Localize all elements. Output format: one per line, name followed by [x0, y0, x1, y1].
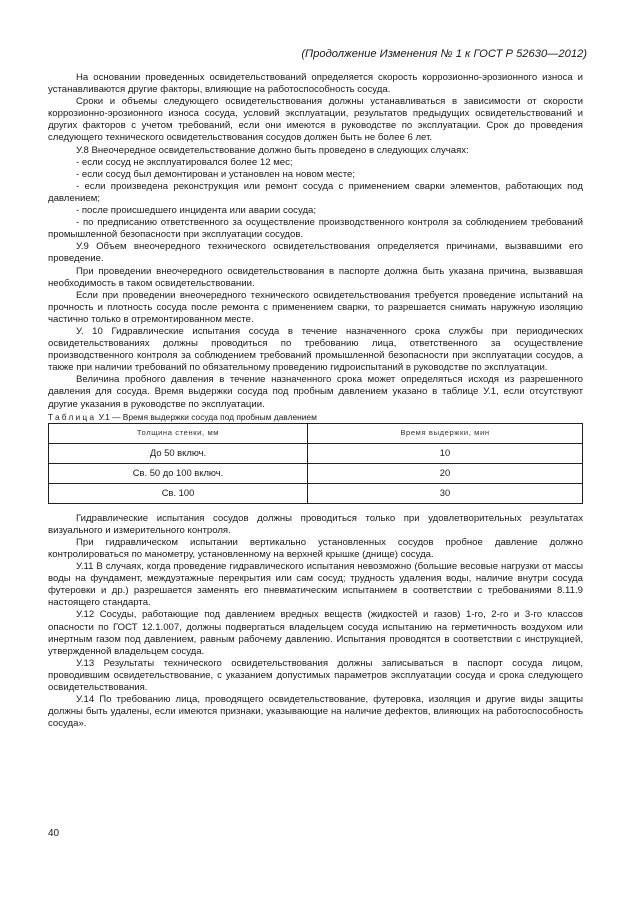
paragraph: Гидравлические испытания сосудов должны проводиться только при удовлетворительных результатах визуального и измерительного контроля. [48, 512, 583, 536]
paragraph: У.8 Внеочередное освидетельствование должно быть проведено в следующих случаях: [76, 144, 469, 156]
table-header-cell: Время выдержки, мин [308, 423, 583, 443]
paragraph: Сроки и объемы следующего освидетельствования должны устанавливаться в зависимости от скорости коррозионно-эрозионного износа сосуда, условий эксплуатации, результатов предыдущих освидетельствований и других факторов с учетом требований, если они имеются в руководстве по эксплуатации. Срок до проведения следующего технического освидетельствования сосудов должен быть не более 6 лет. [48, 96, 583, 144]
table-cell: Св. 100 [49, 483, 308, 503]
table-caption-text: У.1 — Время выдержки сосуда под пробным давлением [96, 411, 317, 422]
table-row [49, 463, 583, 483]
paragraph: У.14 По требованию лица, проводящего освидетельствование, футеровка, изоляция и другие виды защиты должны быть удалены, если имеются признаки, указывающие на наличие дефектов, влияющих на работоспособность сосуда». [48, 694, 583, 730]
table-caption-prefix: Таблица [48, 411, 97, 422]
table-cell: До 50 включ. [49, 443, 308, 463]
table-header-cell: Толщина стенки, мм [49, 423, 308, 443]
list-item: - после происшедшего инцидента или аварии сосуда; [76, 205, 317, 217]
paragraph: На основании проведенных освидетельствований определяется скорость коррозионно-эрозионного износа и устанавливаются другие факторы, влияющие на работоспособность сосуда. [48, 72, 583, 96]
page-number: 40 [48, 828, 60, 839]
list-item: - если сосуд был демонтирован и установлен на новом месте; [76, 168, 355, 180]
table-cell: 10 [308, 443, 583, 463]
table-cell: 30 [308, 483, 583, 503]
paragraph: Величина пробного давления в течение назначенного срока может определяться исходя из разрешенного давления для сосуда. Время выдержки сосуда под пробным давлением указано в таблице У.1, если отсутствуют другие указания в руководстве по эксплуатации. [48, 374, 583, 410]
table-row [49, 443, 583, 463]
table-cell: 20 [308, 463, 583, 483]
table-row [49, 483, 583, 503]
list-item: - если сосуд не эксплуатировался более 12 мес; [76, 156, 293, 168]
list-item: - по предписанию ответственного за осуществление производственного контроля за соблюдением требований промышленной безопасности при эксплуатации сосудов. [48, 217, 583, 241]
hold-time-table [48, 423, 583, 504]
paragraph: У.9 Объем внеочередного технического освидетельствования определяется причинами, вызвавшими его проведение. [48, 241, 583, 265]
table-cell: Св. 50 до 100 включ. [49, 463, 308, 483]
paragraph: У.11 В случаях, когда проведение гидравлического испытания невозможно (большие весовые нагрузки от массы воды на фундамент, междуэтажные перекрытия или сам сосуд; трудность удаления воды, наличие внутри сосуда футеровки и др.) разрешается заменять его пневматическим испытанием в соответствии с требованиями 8.11.9 настоящего стандарта. [48, 561, 583, 609]
paragraph: У. 10 Гидравлические испытания сосуда в течение назначенного срока службы при периодических освидетельствованиях должны проводиться по требованию лица, ответственного за осуществление производственного контроля за соблюдением требований промышленной безопасности при эксплуатации сосудов, а также при наличии требований по обязательному проведению гидроиспытаний в руководстве по эксплуатации. [48, 325, 583, 374]
list-item: - если произведена реконструкция или ремонт сосуда с применением сварки элементов, работающих под давлением; [48, 180, 583, 204]
body-text [48, 72, 583, 730]
paragraph: У.12 Сосуды, работающие под давлением вредных веществ (жидкостей и газов) 1-го, 2-го и 3-го классов опасности по ГОСТ 12.1.007, должны подвергаться владельцем сосуда испытанию на герметичность воздухом или инертным газом под давлением, равным рабочему давлению. Испытания проводятся в соответствии с инструкцией, утвержденной владельцем сосуда. [48, 609, 583, 657]
paragraph: Если при проведении внеочередного технического освидетельствования требуется проведение испытаний на прочность и плотность сосуда после ремонта с применением сварки, то разрешается снимать наружную изоляцию частично только в отремонтированном месте. [48, 289, 583, 325]
table-caption [48, 411, 583, 423]
paragraph: При проведении внеочередного освидетельствования в паспорте должна быть указана причина, вызвавшая необходимость в таком освидетельствовании. [48, 265, 583, 289]
paragraph: У.13 Результаты технического освидетельствования должны записываться в паспорт сосуда лицом, проводившим освидетельствование, с указанием допустимых параметров эксплуатации сосуда и срока следующего освидетельствования. [48, 657, 583, 694]
page-header: (Продолжение Изменения № 1 к ГОСТ Р 52630—2012) [301, 48, 587, 60]
table-header-row [49, 423, 583, 443]
paragraph: При гидравлическом испытании вертикально установленных сосудов пробное давление должно контролироваться по манометру, установленному на верхней крышке (днище) сосуда. [48, 536, 583, 560]
